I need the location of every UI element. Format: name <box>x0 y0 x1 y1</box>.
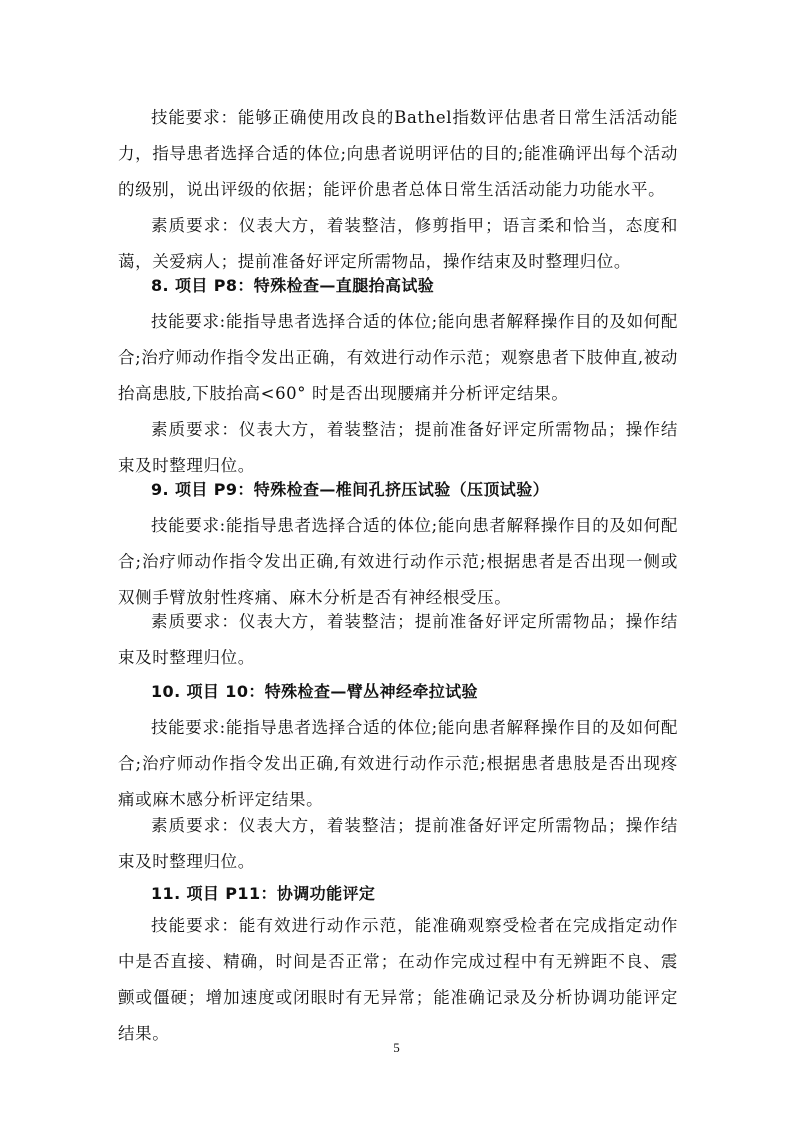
p11-skill-paragraph: 技能要求：能有效进行动作示范，能准确观察受检者在完成指定动作中是否直接、精确，时间是否正常；在动作完成过程中有无辨距不良、震颤或僵硬；增加速度或闭眼时有无异常；能准确记录及分析协调功能评定结果。 <box>118 916 678 1043</box>
p8-skill-paragraph: 技能要求:能指导患者选择合适的体位;能向患者解释操作目的及如何配合;治疗师动作指令发出正确，有效进行动作示范；观察患者下肢伸直,被动抬高患肢,下肢抬高<60° 时是否出现腰痛并分析评定结果。 <box>118 312 678 403</box>
bathel-skill-paragraph: 技能要求：能够正确使用改良的Bathel指数评估患者日常生活活动能力，指导患者选择合适的体位;向患者说明评估的目的;能准确评出每个活动的级别，说出评级的依据；能评价患者总体日常生活活动能力功能水平。 <box>118 108 678 199</box>
bathel-quality-paragraph: 素质要求：仪表大方，着装整洁，修剪指甲；语言柔和恰当，态度和蔼，关爱病人；提前准备好评定所需物品，操作结束及时整理归位。 <box>118 216 678 271</box>
p10-quality-paragraph: 素质要求：仪表大方，着装整洁；提前准备好评定所需物品；操作结束及时整理归位。 <box>118 816 678 871</box>
p9-skill-paragraph: 技能要求:能指导患者选择合适的体位;能向患者解释操作目的及如何配合;治疗师动作指令发出正确,有效进行动作示范;根据患者是否出现一侧或双侧手臂放射性疼痛、麻木分析是否有神经根受压。 <box>118 516 678 607</box>
section-heading-p11: 11. 项目 P11：协调功能评定 <box>151 884 376 903</box>
section-heading-p10: 10. 项目 10：特殊检查—臂丛神经牵拉试验 <box>151 682 478 701</box>
p10-skill-paragraph: 技能要求:能指导患者选择合适的体位;能向患者解释操作目的及如何配合;治疗师动作指令发出正确,有效进行动作示范;根据患者患肢是否出现疼痛或麻木感分析评定结果。 <box>118 718 678 809</box>
page-number: 5 <box>393 1040 400 1055</box>
p9-quality-paragraph: 素质要求：仪表大方，着装整洁；提前准备好评定所需物品；操作结束及时整理归位。 <box>118 612 678 667</box>
p8-quality-paragraph: 素质要求：仪表大方，着装整洁；提前准备好评定所需物品；操作结束及时整理归位。 <box>118 420 678 475</box>
section-heading-p9: 9. 项目 P9：特殊检查—椎间孔挤压试验（压顶试验） <box>151 480 550 499</box>
section-heading-p8: 8. 项目 P8：特殊检查—直腿抬高试验 <box>151 276 435 295</box>
